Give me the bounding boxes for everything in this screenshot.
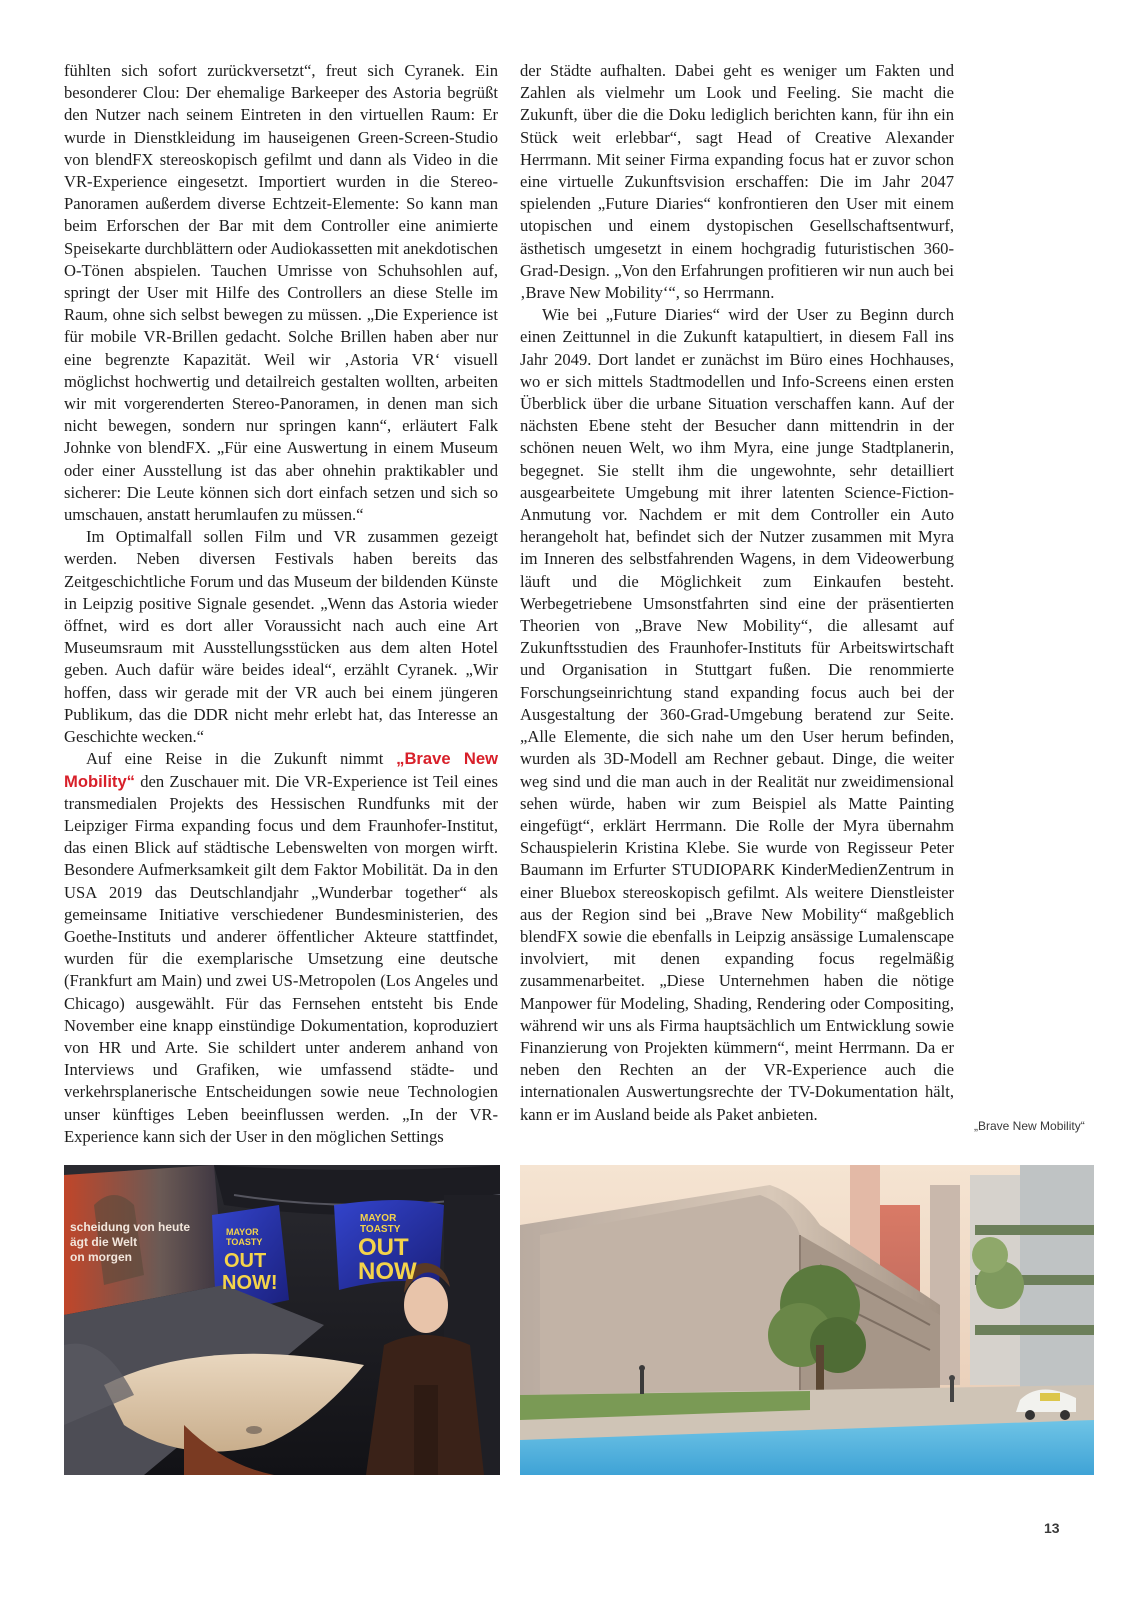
ad-text: TOASTY [360,1224,401,1235]
screen-text-line: on morgen [70,1250,132,1264]
highlighted-title: „Brave New Mobility“ [64,749,498,791]
ad-text: MAYOR [226,1227,259,1237]
paragraph [64,748,498,1148]
photo-car-interior [64,1165,500,1475]
article-column-right [520,60,954,1126]
paragraph: fühlten sich sofort zurückversetzt“, freut sich Cyranek. Ein besonderer Clou: Der ehemalige Barkeeper des Astoria begrüßt den Nutzer nach seinem Eintreten in den virtuellen Raum: Er wurde in Dienstkleidung im hauseigenen Green-Screen-Studio von blendFX stereoskopisch gefilmt und dann als Video in die VR-Experience eingesetzt. Importiert wurden in die Stereo-Panoramen außerdem diverse Echtzeit-Elemente: So kann man beim Erforschen der Bar mit dem Controller eine animierte Speisekarte durchblättern oder Audiokassetten mit anekdotischen O-Tönen abspielen. Tauchen Umrisse von Schuhsohlen auf, springt der User mit Hilfe des Controllers an diese Stelle im Raum, ohne sich selbst bewegen zu müssen. „Die Experience ist für mobile VR-Brillen gedacht. Solche Brillen haben aber nur eine begrenzte Kapazität. Weil wir ‚Astoria VR‘ visuell möglichst hochwertig und detailreich gestalten wollten, arbeiten wir mit vorgerenderten Stereo-Panoramen, in denen man sich nicht bewegen, sondern nur springen kann“, erläutert Falk Johnke von blendFX. „Für eine Auswertung in einem Museum oder einer Ausstellung ist das aber ohnehin praktikabler und sicherer: Die Leute können sich dort einfach setzen und sich so umschauen, anstatt herumlaufen zu müssen.“ [64,61,498,525]
ad-text: TOASTY [226,1237,263,1247]
paragraph-text: den Zuschauer mit. Die VR-Experience ist Teil eines transmedialen Projekts des Hessischen Rundfunks mit der Leipziger Firma expanding focus und dem Fraunhofer-Institut, das einen Blick auf städtische Lebenswelten von morgen wirft. Besondere Aufmerksamkeit gilt dem Faktor Mobilität. Da in den USA 2019 das Deutschlandjahr „Wunderbar together“ als gemeinsame Initiative verschiedener Bundesministerien, des Goethe-Instituts und anderer öffentlicher Akteure stattfindet, wurden für die exemplarische Umsetzung eine deutsche (Frankfurt am Main) und zwei US-Metropolen (Los Angeles und Chicago) ausgewählt. Für das Fernsehen entsteht bis Ende November eine knapp einstündige Dokumentation, koproduziert von HR und Arte. Sie schildert unter anderem anhand von Interviews und Grafiken, wie umfassend städte- und verkehrsplanerische Entscheidungen sowie neue Technologien unser künftiges Leben beeinflussen werden. „In der VR-Experience kann sich der User in den möglichen Settings [64,771,498,1146]
article-column-left [64,60,498,1148]
screen-text-line: scheidung von heute [70,1220,191,1234]
screen-text-line: ägt die Welt [70,1235,138,1249]
ad-text: MAYOR [360,1213,397,1224]
photo-city-street [520,1165,1094,1475]
photo-caption: „Brave New Mobility“ [974,1119,1085,1133]
ad-text: NOW [358,1258,417,1285]
paragraph: der Städte aufhalten. Dabei geht es weniger um Fakten und Zahlen als vielmehr um Look und Feeling. Sie macht die Zukunft, über die die Doku lediglich berichten kann, für ihn ein Stück weit erlebbar“, sagt Head of Creative Alexander Herrmann. Mit seiner Firma expanding focus hat er zuvor schon eine virtuelle Zukunftsvision erschaffen: Die im Jahr 2047 spielenden „Future Diaries“ konfrontieren den User mit einem utopischen und einem dystopischen Gesellschaftsentwurf, ästhetisch umgesetzt in einem hochgradig futuristischen 360-Grad-Design. „Von den Erfahrungen profitieren wir nun auch bei ‚Brave New Mobility‘“, so Herrmann. [520,61,954,303]
paragraph: Im Optimalfall sollen Film und VR zusammen gezeigt werden. Neben diversen Festivals haben bereits das Zeitgeschichtliche Forum und das Museum der bildenden Künste in Leipzig positive Signale gesendet. „Wenn das Astoria wieder öffnet, wird es dort aller Voraussicht nach auch eine Art Museumsraum mit Ausstellungsstücken aus dem alten Hotel geben. Auch dafür wäre beides ideal“, erzählt Cyranek. „Wir hoffen, dass wir gerade mit der VR auch bei einem jüngeren Publikum, das die DDR nicht mehr erlebt hat, das Interesse an Geschichte wecken.“ [64,527,498,747]
page-number: 13 [1044,1520,1060,1536]
ad-text: OUT [224,1250,267,1272]
ad-text: OUT [358,1234,409,1261]
ad-text: NOW! [222,1272,278,1294]
car-interior-illustration [64,1165,500,1475]
paragraph-text: Auf eine Reise in die Zukunft nimmt [86,749,397,769]
paragraph: Wie bei „Future Diaries“ wird der User zu Beginn durch einen Zeittunnel in die Zukunft katapultiert, in diesem Fall ins Jahr 2049. Dort landet er zunächst im Büro eines Hochhauses, wo er sich mittels Stadtmodellen und Info-Screens einen ersten Überblick über die urbane Situation verschaffen kann. Auf der nächsten Ebene steht der Besucher dann mittendrin in der schönen neuen Welt, wo ihm Myra, eine junge Stadtplanerin, begegnet. Sie stellt ihm die ungewohnte, sehr detailliert ausgearbeitete Umgebung mit ihrer latenten Science-Fiction-Anmutung vor. Nachdem er mit dem Controller ein Auto herangeholt hat, befindet sich der Nutzer zusammen mit Myra im Inneren des selbstfahrenden Wagens, in dem Videowerbung läuft und die Möglichkeit zum Einkaufen besteht. Werbegetriebene Umsonstfahrten sind eine der präsentierten Theorien von „Brave New Mobility“, die allesamt auf Zukunftsstudien des Fraunhofer-Instituts für Arbeitswirtschaft und Organisation in Stuttgart fußen. Die renommierte Forschungseinrichtung stand expanding focus auch bei der Ausgestaltung der 360-Grad-Umgebung beratend zur Seite. „Alle Elemente, die sich nahe um den User herum befinden, wurden als 3D-Modell am Rechner gebaut. Dinge, die weiter weg sind und die man auch in der Realität nur zweidimensional sehen würde, haben wir zum Beispiel als Matte Painting eingefügt“, erklärt Herrmann. Die Rolle der Myra übernahm Schauspielerin Kristina Klebe. Sie wurde von Regisseur Peter Baumann im Erfurter STUDIOPARK KinderMedienZentrum in einer Bluebox stereoskopisch gefilmt. Als weitere Dienstleister aus der Region sind bei „Brave New Mobility“ maßgeblich blendFX sowie die ebenfalls in Leipzig ansässige Lumalenscape involviert, mit denen expanding focus regelmäßig zusammenarbeitet. „Diese Unternehmen haben die nötige Manpower für Modeling, Shading, Rendering oder Compositing, während wir uns als Firma hauptsächlich um Entwicklung sowie Finanzierung von Projekten kümmern“, meint Herrmann. Da er neben den Rechten an der VR-Experience auch die internationalen Auswertungsrechte der TV-Dokumentation hält, kann er im Ausland beide als Paket anbieten. [520,305,954,1124]
city-street-illustration [520,1165,1094,1475]
